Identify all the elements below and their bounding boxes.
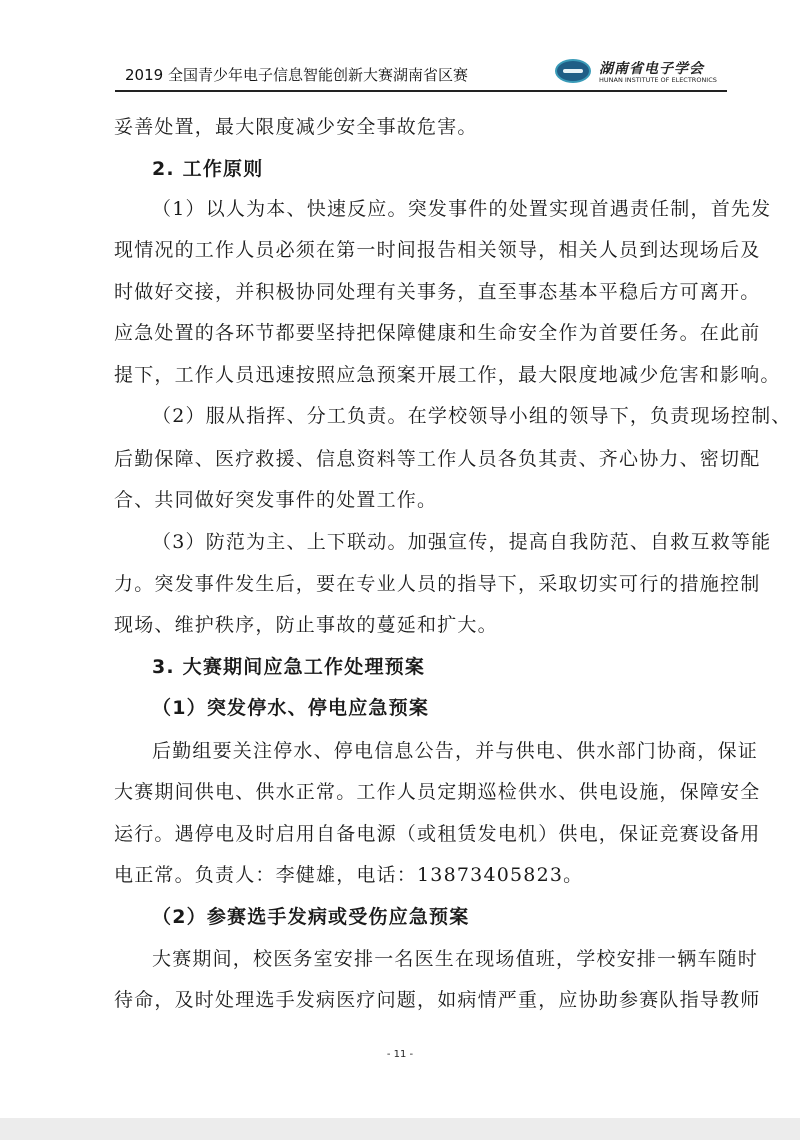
paragraph-line: 力。突发事件发生后，要在专业人员的指导下，采取切实可行的措施控制 xyxy=(114,573,761,595)
paragraph-line: 运行。遇停电及时启用自备电源（或租赁发电机）供电，保证竞赛设备用 xyxy=(114,823,761,845)
paragraph-line: 大赛期间供电、供水正常。工作人员定期巡检供水、供电设施，保障安全 xyxy=(114,781,761,803)
paragraph-line: 待命，及时处理选手发病医疗问题，如病情严重，应协助参赛队指导教师 xyxy=(114,989,761,1011)
section-heading: 3. 大赛期间应急工作处理预案 xyxy=(152,656,426,678)
paragraph-line: 电正常。负责人：李健雄，电话：13873405823。 xyxy=(114,864,584,886)
subsection-heading: （1）突发停水、停电应急预案 xyxy=(152,697,430,719)
paragraph-line: （1）以人为本、快速反应。突发事件的处置实现首遇责任制，首先发 xyxy=(152,198,772,220)
paragraph-line: 后勤组要关注停水、停电信息公告，并与供电、供水部门协商，保证 xyxy=(152,740,759,762)
logo-subtitle: HUNAN INSTITUTE OF ELECTRONICS xyxy=(599,76,717,84)
paragraph-line: 妥善处置，最大限度减少安全事故危害。 xyxy=(114,116,478,138)
paragraph-line: （3）防范为主、上下联动。加强宣传，提高自我防范、自救互救等能 xyxy=(152,531,772,553)
paragraph-line: 应急处置的各环节都要坚持把保障健康和生命安全作为首要任务。在此前 xyxy=(114,322,761,344)
logo-name: 湖南省电子学会 xyxy=(599,61,704,77)
section-heading: 2. 工作原则 xyxy=(152,158,264,180)
paragraph-line: 现场、维护秩序，防止事故的蔓延和扩大。 xyxy=(114,614,498,636)
page-number: - 11 - xyxy=(386,1049,414,1060)
header-title: 2019 全国青少年电子信息智能创新大赛湖南省区赛 xyxy=(125,66,468,84)
paragraph-line: （2）服从指挥、分工负责。在学校领导小组的领导下，负责现场控制、 xyxy=(152,405,792,427)
paragraph-line: 提下，工作人员迅速按照应急预案开展工作，最大限度地减少危害和影响。 xyxy=(114,364,781,386)
paragraph-line: 现情况的工作人员必须在第一时间报告相关领导，相关人员到达现场后及 xyxy=(114,239,761,261)
paragraph-line: 合、共同做好突发事件的处置工作。 xyxy=(114,489,438,511)
subsection-heading: （2）参赛选手发病或受伤应急预案 xyxy=(152,906,470,928)
page-bottom-edge xyxy=(0,1118,800,1140)
paragraph-line: 大赛期间，校医务室安排一名医生在现场值班，学校安排一辆车随时 xyxy=(152,948,759,970)
paragraph-line: 时做好交接，并积极协同处理有关事务，直至事态基本平稳后方可离开。 xyxy=(114,281,761,303)
paragraph-line: 后勤保障、医疗救援、信息资料等工作人员各负其责、齐心协力、密切配 xyxy=(114,448,761,470)
